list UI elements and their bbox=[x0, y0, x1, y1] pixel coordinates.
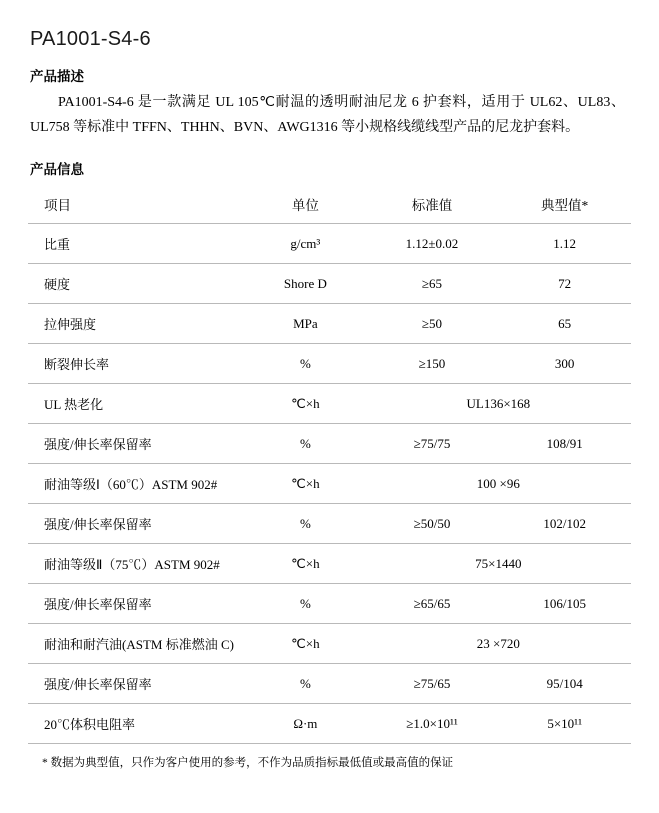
cell-standard-value: ≥1.0×10¹¹ bbox=[366, 704, 499, 744]
cell-merged-value: UL136×168 bbox=[366, 384, 631, 424]
cell-standard-value: ≥75/65 bbox=[366, 664, 499, 704]
cell-item: 强度/伸长率保留率 bbox=[28, 504, 245, 544]
cell-unit: ℃×h bbox=[245, 624, 366, 664]
cell-typical-value: 1.12 bbox=[498, 224, 631, 264]
table-body bbox=[28, 224, 631, 744]
column-header-standard-value: 标准值 bbox=[366, 184, 499, 224]
cell-item: 拉伸强度 bbox=[28, 304, 245, 344]
cell-item: 强度/伸长率保留率 bbox=[28, 664, 245, 704]
table-row bbox=[28, 624, 631, 664]
column-header-unit: 单位 bbox=[245, 184, 366, 224]
table-row bbox=[28, 344, 631, 384]
cell-unit: ℃×h bbox=[245, 384, 366, 424]
cell-merged-value: 75×1440 bbox=[366, 544, 631, 584]
cell-item: 强度/伸长率保留率 bbox=[28, 424, 245, 464]
cell-typical-value: 106/105 bbox=[498, 584, 631, 624]
table-header bbox=[28, 184, 631, 224]
cell-standard-value: ≥75/75 bbox=[366, 424, 499, 464]
table-row bbox=[28, 504, 631, 544]
column-header-typical-value: 典型值* bbox=[498, 184, 631, 224]
product-description-text: PA1001-S4-6 是一款满足 UL 105℃耐温的透明耐油尼龙 6 护套料，适用于 UL62、UL83、UL758 等标准中 TFFN、THHN、BVN、AWG1316 等小规格线缆线型产品的尼龙护套料。 bbox=[30, 95, 625, 135]
table-row bbox=[28, 544, 631, 584]
table-row bbox=[28, 464, 631, 504]
page-title: PA1001-S4-6 bbox=[30, 28, 151, 50]
table-row bbox=[28, 664, 631, 704]
cell-unit: ℃×h bbox=[245, 464, 366, 504]
cell-typical-value: 65 bbox=[498, 304, 631, 344]
cell-typical-value: 95/104 bbox=[498, 664, 631, 704]
cell-standard-value: ≥50 bbox=[366, 304, 499, 344]
table-row bbox=[28, 224, 631, 264]
cell-merged-value: 100 ×96 bbox=[366, 464, 631, 504]
cell-item: UL 热老化 bbox=[28, 384, 245, 424]
table-header-row bbox=[28, 184, 631, 224]
section-heading-description: 产品描述 bbox=[30, 69, 84, 84]
cell-merged-value: 23 ×720 bbox=[366, 624, 631, 664]
cell-unit: Ω·m bbox=[245, 704, 366, 744]
cell-item: 比重 bbox=[28, 224, 245, 264]
cell-unit: % bbox=[245, 424, 366, 464]
cell-item: 耐油等级Ⅰ（60℃）ASTM 902# bbox=[28, 464, 245, 504]
cell-item: 强度/伸长率保留率 bbox=[28, 584, 245, 624]
cell-standard-value: ≥150 bbox=[366, 344, 499, 384]
cell-item: 硬度 bbox=[28, 264, 245, 304]
column-header-item: 项目 bbox=[28, 184, 245, 224]
cell-item: 耐油和耐汽油(ASTM 标准燃油 C) bbox=[28, 624, 245, 664]
cell-unit: ℃×h bbox=[245, 544, 366, 584]
cell-unit: Shore D bbox=[245, 264, 366, 304]
product-info-table bbox=[28, 184, 631, 744]
section-heading-product-info: 产品信息 bbox=[30, 162, 84, 177]
cell-item: 耐油等级Ⅱ（75℃）ASTM 902# bbox=[28, 544, 245, 584]
table-row bbox=[28, 584, 631, 624]
cell-standard-value: 1.12±0.02 bbox=[366, 224, 499, 264]
cell-typical-value: 72 bbox=[498, 264, 631, 304]
table-footnote: * 数据为典型值，只作为客户使用的参考，不作为品质指标最低值或最高值的保证 bbox=[42, 757, 454, 769]
cell-unit: % bbox=[245, 344, 366, 384]
cell-item: 断裂伸长率 bbox=[28, 344, 245, 384]
table-row bbox=[28, 384, 631, 424]
cell-standard-value: ≥50/50 bbox=[366, 504, 499, 544]
table-row bbox=[28, 304, 631, 344]
cell-typical-value: 5×10¹¹ bbox=[498, 704, 631, 744]
cell-unit: % bbox=[245, 504, 366, 544]
cell-standard-value: ≥65 bbox=[366, 264, 499, 304]
table-row bbox=[28, 264, 631, 304]
cell-item: 20℃体积电阻率 bbox=[28, 704, 245, 744]
cell-typical-value: 300 bbox=[498, 344, 631, 384]
cell-standard-value: ≥65/65 bbox=[366, 584, 499, 624]
table-row bbox=[28, 424, 631, 464]
cell-unit: g/cm³ bbox=[245, 224, 366, 264]
cell-typical-value: 108/91 bbox=[498, 424, 631, 464]
cell-unit: % bbox=[245, 664, 366, 704]
cell-unit: % bbox=[245, 584, 366, 624]
cell-typical-value: 102/102 bbox=[498, 504, 631, 544]
table-row bbox=[28, 704, 631, 744]
cell-unit: MPa bbox=[245, 304, 366, 344]
